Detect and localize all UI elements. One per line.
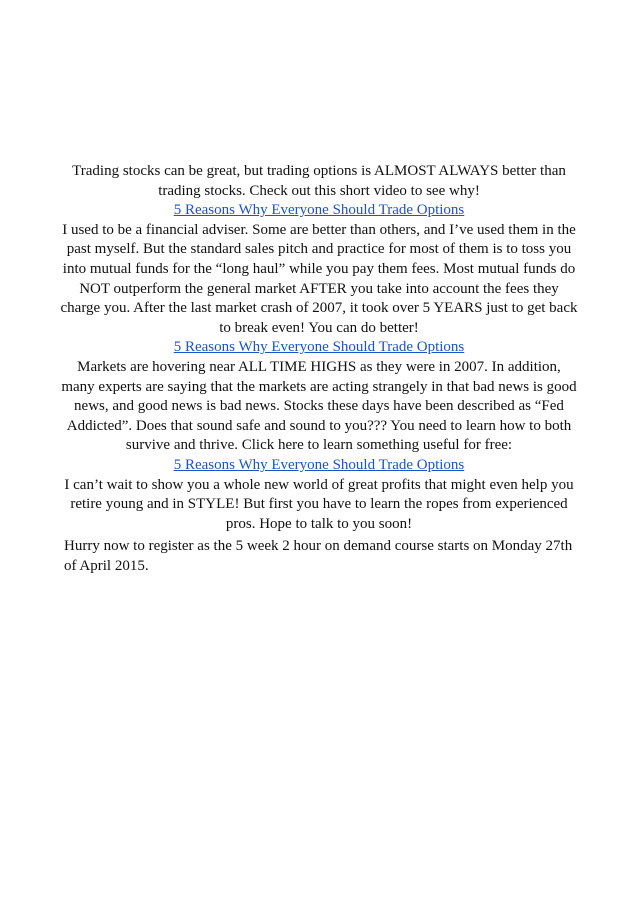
paragraph-closing: I can’t wait to show you a whole new world of great profits that might even help you retire young and in STYLE! But first you have to learn the ropes from experienced pros. Hope to talk to you soon! xyxy=(64,476,574,532)
paragraph-adviser: I used to be a financial adviser. Some are better than others, and I’ve used them in the past myself. But the standard sales pitch and practice for most of them is to toss you into mutual funds for the “long haul” while you pay them fees. Most mutual funds do NOT outperform the general market AFTER you take into account the fees they charge you. After the last market crash of 2007, it took over 5 YEARS just to get back to break even! You can do better! xyxy=(60,221,578,336)
video-link-1[interactable]: 5 Reasons Why Everyone Should Trade Options xyxy=(173,202,465,219)
video-link-2[interactable]: 5 Reasons Why Everyone Should Trade Options xyxy=(173,339,465,356)
paragraph-markets: Markets are hovering near ALL TIME HIGHS as they were in 2007. In addition, many experts are saying that the markets are acting strangely in that bad news is good news, and good news is bad news. Stocks these days have been described as “Fed Addicted”. Does that sound safe and sound to you??? You need to learn how to both survive and thrive. Click here to learn something useful for free: xyxy=(61,358,577,454)
registration-notice: Hurry now to register as the 5 week 2 hour on demand course starts on Monday 27th of April 2015. xyxy=(64,538,573,574)
main-body xyxy=(60,162,578,534)
video-link-3[interactable]: 5 Reasons Why Everyone Should Trade Options xyxy=(173,456,465,473)
paragraph-intro: Trading stocks can be great, but trading options is ALMOST ALWAYS better than trading stocks. Check out this short video to see why! xyxy=(72,163,566,199)
